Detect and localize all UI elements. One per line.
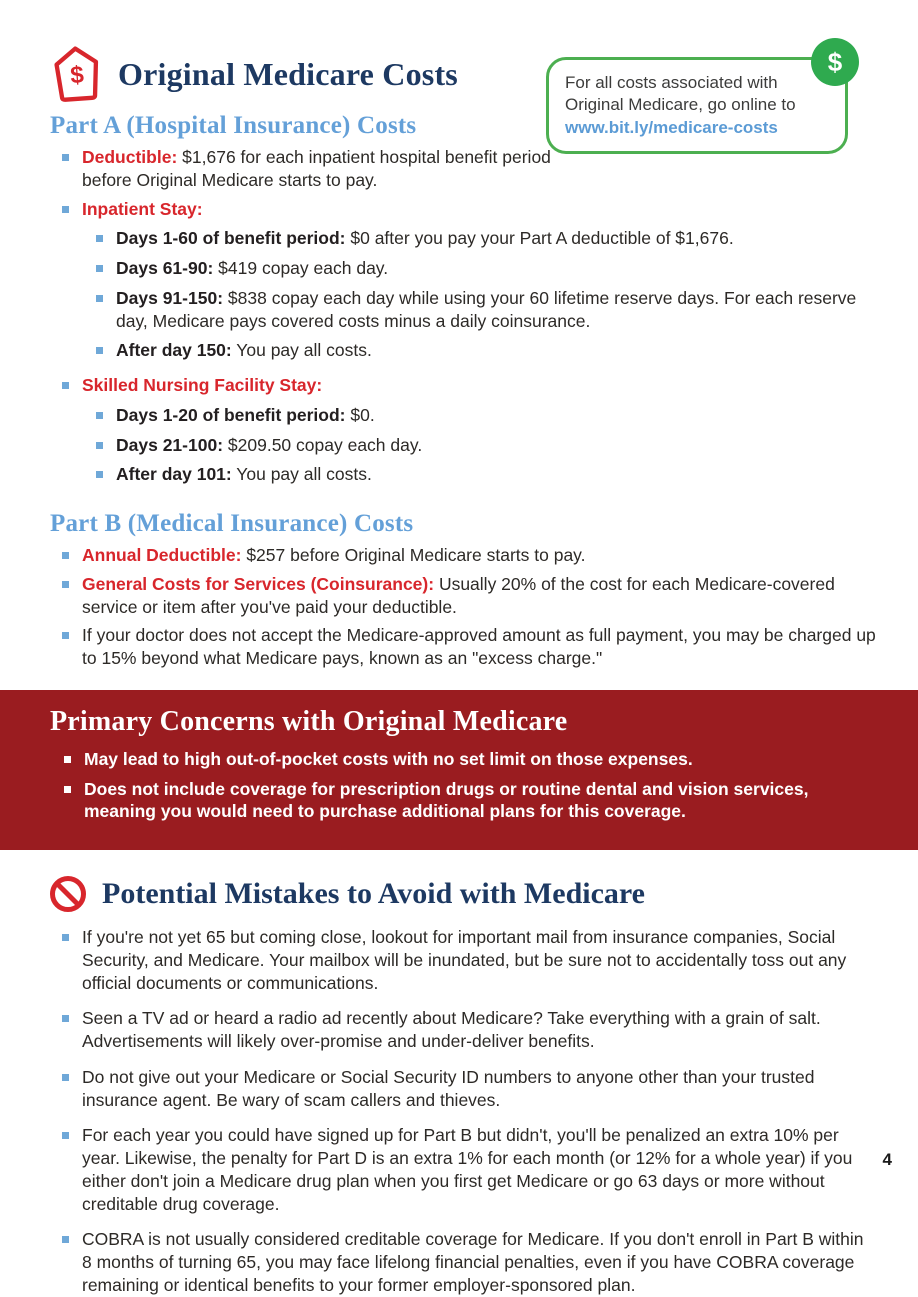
item-text: May lead to high out-of-pocket costs with no set limit on those expenses. [84,748,693,769]
bullet-square-icon [96,412,103,419]
item-text: COBRA is not usually considered creditable coverage for Medicare. If you don't enroll in Part B within 8 months of turning 65, you may face lifelong financial penalties, even if you have COBRA coverage remaining or identical benefits to your former employer-sponsored plan. [82,1229,864,1295]
part-a-heading: Part A (Hospital Insurance) Costs [50,112,417,139]
banner-title: Primary Concerns with Original Medicare [50,705,568,737]
item-label: Deductible: [82,147,178,167]
part-a-list [62,146,878,486]
item-label: After day 101: [116,464,232,485]
item-text: Does not include coverage for prescription drugs or routine dental and vision services, meaning you would need to purchase additional plans for this coverage. [84,778,809,822]
item-text: If you're not yet 65 but coming close, lookout for important mail from insurance companies, Social Security, and Medicare. Your mailbox will be inundated, but be sure not to accidentally toss out any official documents or communications. [82,927,847,993]
dollar-circle-icon: $ [811,38,859,86]
bullet-square-icon [62,1132,69,1139]
part-b-heading: Part B (Medical Insurance) Costs [50,510,414,537]
item-text: For each year you could have signed up for Part B but didn't, you'll be penalized an extra 10% per year. Likewise, the penalty for Part D is an extra 1% for each month (or 12% for a whole year) if you either don't join a Medicare drug plan when you first get Medicare or go 63 days or more without creditable drug coverage. [82,1125,853,1214]
item-text: $0 after you pay your Part A deductible of $1,676. [350,228,734,249]
bullet-square-icon [96,235,103,242]
item-text: Usually 20% of the cost for each Medicare-covered service or item after you've paid your deductible. [82,573,835,617]
list-item [96,257,878,280]
list-item [62,624,878,670]
prohibition-icon [50,876,86,912]
list-item [62,374,878,397]
snf-sublist [96,404,878,486]
list-item [96,339,878,362]
item-text: $0. [350,404,375,425]
bullet-square-icon [62,632,69,639]
page-title: Original Medicare Costs [118,55,458,92]
item-label: Annual Deductible: [82,545,242,565]
part-b-list [62,544,878,670]
price-tag-dollar-glyph: $ [69,61,85,90]
bullet-square-icon [64,786,71,793]
bullet-square-icon [96,347,103,354]
bullet-square-icon [62,206,69,213]
bullet-square-icon [62,581,69,588]
list-item [62,926,874,994]
item-text: You pay all costs. [236,464,372,485]
callout-text: For all costs associated with Original Medicare, go online to [565,73,796,115]
mistakes-list [62,926,874,1297]
list-item [64,748,872,771]
item-text: $209.50 copay each day. [227,434,423,455]
item-text: $257 before Original Medicare starts to pay. [246,545,586,565]
bullet-square-icon [62,552,69,559]
item-text: If your doctor does not accept the Medicare-approved amount as full payment, you may be charged up to 15% beyond what Medicare pays, known as an "excess charge." [82,625,876,668]
item-text: $1,676 for each inpatient hospital benefit period before Original Medicare starts to pay. [82,147,551,190]
list-item [62,1228,874,1296]
item-text: Seen a TV ad or heard a radio ad recently about Medicare? Take everything with a grain of salt. Advertisements will likely over-promise and under-deliver benefits. [82,1008,821,1051]
list-item [62,573,878,619]
list-item [96,434,878,457]
item-text: You pay all costs. [236,340,372,361]
list-item [62,1066,874,1112]
inpatient-sublist [96,227,878,362]
page-number: 4 [882,1150,892,1169]
item-label: General Costs for Services (Coinsurance): [82,573,435,594]
list-item [96,227,878,250]
online-costs-callout [546,46,848,154]
bullet-square-icon [96,442,103,449]
bullet-square-icon [62,1015,69,1022]
list-item [96,287,878,333]
list-item [64,778,872,824]
item-text: $838 copay each day while using your 60 lifetime reserve days. For each reserve day, Medicare pays covered costs minus a daily coinsurance. [116,287,857,331]
item-text: $419 copay each day. [218,258,389,278]
bullet-square-icon [96,265,103,272]
mistakes-title: Potential Mistakes to Avoid with Medicare [102,877,645,910]
item-label: Days 1-20 of benefit period: [116,404,346,425]
bullet-square-icon [62,154,69,161]
list-item [62,544,878,567]
item-label: Days 61-90: [116,258,214,278]
list-item [62,1007,874,1053]
list-item [96,404,878,427]
item-text: Do not give out your Medicare or Social Security ID numbers to anyone other than your trusted insurance agent. Be wary of scam callers and thieves. [82,1066,815,1110]
item-label: Inpatient Stay: [82,198,203,219]
mistakes-header [50,876,918,912]
medicare-costs-link[interactable]: www.bit.ly/medicare-costs [565,117,778,137]
price-tag-icon [48,44,106,104]
bullet-square-icon [62,1074,69,1081]
bullet-square-icon [62,1236,69,1243]
bullet-square-icon [64,756,71,763]
item-label: Days 1-60 of benefit period: [116,228,346,249]
list-item [62,1124,874,1215]
primary-concerns-banner [0,690,918,850]
item-label: Days 21-100: [116,434,224,455]
item-label: After day 150: [116,340,232,361]
bullet-square-icon [62,934,69,941]
bullet-square-icon [62,382,69,389]
item-label: Skilled Nursing Facility Stay: [82,375,323,395]
bullet-square-icon [96,471,103,478]
bullet-square-icon [96,295,103,302]
list-item [96,463,878,486]
list-item [62,198,878,221]
item-label: Days 91-150: [116,287,224,308]
